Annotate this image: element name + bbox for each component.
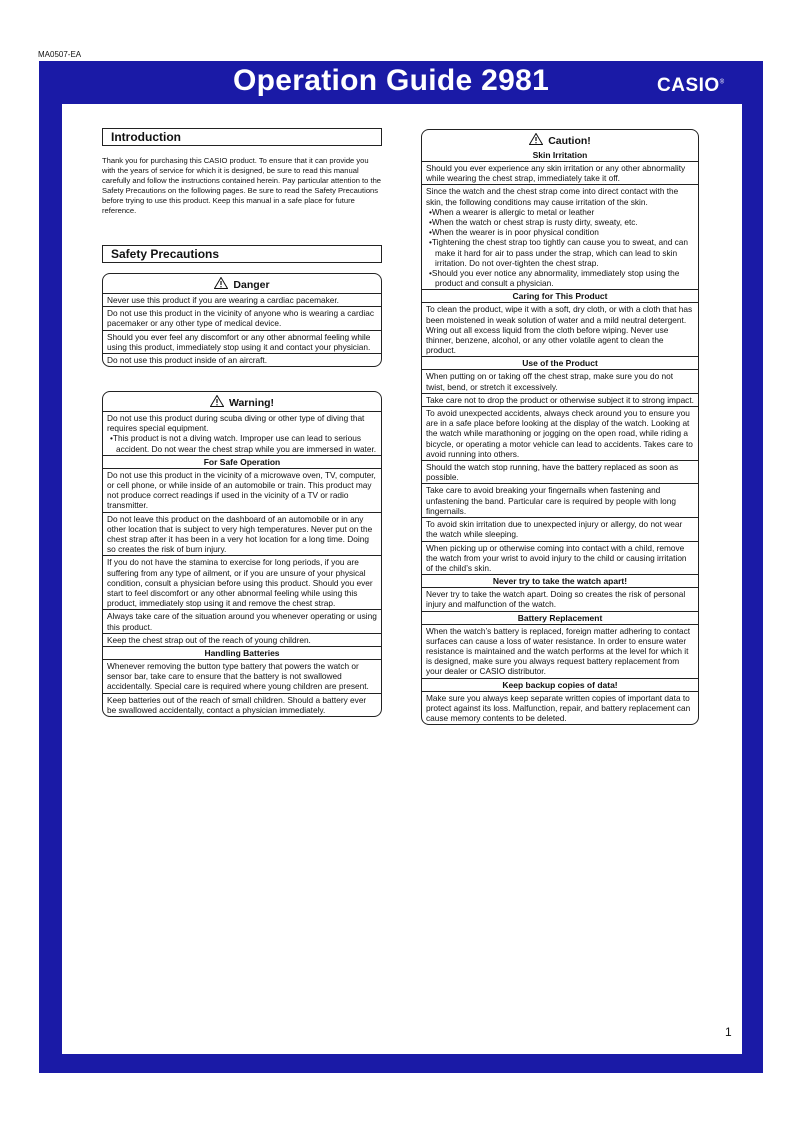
caution-title-text: Caution! [548, 135, 591, 147]
danger-item: Do not use this product inside of an aircraft. [107, 355, 268, 366]
battery-item: Whenever removing the button type battery that powers the watch or sensor bar, take care to ensure that the battery is not swallowed accidentally. Special care is required where young children are present. [103, 660, 381, 694]
use-heading: Use of the Product [422, 357, 698, 370]
use-item: Should the watch stop running, have the battery replaced as soon as possible. [422, 461, 698, 484]
caution-box [421, 129, 699, 725]
danger-title [103, 274, 381, 294]
skin-bullet: •When the watch or chest strap is rusty dirty, sweaty, etc. [429, 217, 638, 228]
warning-triangle-icon [214, 277, 228, 289]
danger-box [102, 273, 382, 367]
use-item: Take care not to drop the product or otherwise subject it to strong impact. [422, 394, 698, 407]
battery-replacement-item: When the watch’s battery is replaced, foreign matter adhering to contact surfaces can cause a loss of water resistance. In order to ensure water resistance is maintained and the watch performs at the level for which it is designed, make sure you always request battery replacement from your dealer or CASIO distributor. [422, 625, 698, 679]
use-item: Take care to avoid breaking your fingernails when fastening and unfastening the band. Particular care is required by people with long fingernails. [422, 484, 698, 518]
safety-heading: Safety Precautions [102, 245, 382, 263]
warning-intro [103, 412, 381, 456]
battery-replacement-heading: Battery Replacement [422, 612, 698, 625]
danger-item: Never use this product if you are wearing a cardiac pacemaker. [103, 294, 381, 307]
safe-operation-item: Keep the chest strap out of the reach of young children. [103, 634, 381, 647]
brand-logo [657, 75, 725, 97]
warning-intro-bullet: •This product is not a diving watch. Improper use can lead to serious accident. Do not wear the chest strap while you are immersed in water. [110, 433, 377, 454]
introduction-text: Thank you for purchasing this CASIO product. To ensure that it can provide you with the years of service for which it is designed, be sure to read this manual carefully and follow the instructions contained herein. Pay particular attention to the Safety Precautions on the following pages. Be sure to read the Safety Precautions before trying to use this product. Keep this manual in a safe place for future reference. [102, 156, 382, 215]
backup-heading: Keep backup copies of data! [422, 679, 698, 692]
document-code: MA0507-EA [38, 50, 82, 59]
safe-operation-item: Always take care of the situation around you whenever operating or using this product. [103, 610, 381, 633]
handling-batteries-heading: Handling Batteries [103, 647, 381, 660]
warning-title-text: Warning! [228, 397, 275, 409]
skin-bullet: •Tightening the chest strap too tightly can cause you to sweat, and can make it hard for air to pass under the strap, which can lead to skin irritation. Do not over-tighten the chest strap. [429, 237, 689, 268]
brand-logo-text: CASIO [657, 75, 720, 96]
caring-item: To clean the product, wipe it with a soft, dry cloth, or with a cloth that has been moistened in weak solution of water and a mild neutral detergent. Wring out all excess liquid from the cloth before wiping. Never use thinner, benzene, alcohol, or any other volatile agent to clean the product. [422, 303, 698, 357]
skin-bullet: •When a wearer is allergic to metal or leather [429, 206, 595, 217]
safe-operation-item: If you do not have the stamina to exercise for long periods, if you are suffering from any type of ailment, or if you are unsure of your physical condition, consult a physician before using this product. Should you ever start to feel discomfort or any other abnormal feeling while using this product, immediately stop using it and remove the chest strap. [103, 556, 381, 610]
warning-triangle-icon [529, 133, 543, 145]
caution-title [422, 130, 698, 149]
apart-heading: Never try to take the watch apart! [422, 575, 698, 588]
caring-heading: Caring for This Product [422, 290, 698, 303]
use-item: When putting on or taking off the chest strap, make sure you do not twist, bend, or stretch it excessively. [422, 370, 698, 393]
warning-title [103, 392, 381, 412]
safe-operation-item: Do not use this product in the vicinity of a microwave oven, TV, computer, or cell phone, or while inside of an automobile or train. This product may not produce correct readings if used in the vicinity of a TV or radio transmitter. [103, 469, 381, 513]
warning-intro-text: Do not use this product during scuba diving or other type of diving that requires special equipment. [107, 413, 365, 434]
danger-item: Should you ever feel any discomfort or any other abnormal feeling while using this product, immediately stop using it and contact your physician. [103, 331, 381, 354]
danger-title-text: Danger [233, 279, 270, 291]
apart-item: Never try to take the watch apart. Doing so creates the risk of personal injury and malfunction of the watch. [422, 588, 698, 611]
skin-conditions-intro: Since the watch and the chest strap come into direct contact with the skin, the following conditions may cause irritation of the skin. [426, 186, 679, 207]
safe-operation-item: Do not leave this product on the dashboard of an automobile or in any other location that is subject to very high temperatures. Never put on the chest strap after it has been in a very hot location for a long time. Doing so creates the risk of burn injury. [103, 513, 381, 557]
safe-operation-heading: For Safe Operation [103, 456, 381, 469]
warning-box [102, 391, 382, 717]
backup-item: Make sure you always keep separate written copies of important data to protect against its loss. Malfunction, repair, and battery replacement can cause memory contents to be deleted. [426, 692, 691, 723]
danger-item: Do not use this product in the vicinity of anyone who is wearing a cardiac pacemaker or any other type of medical device. [103, 307, 381, 330]
registered-mark: ® [719, 79, 725, 86]
page-title: Operation Guide 2981 [233, 64, 550, 97]
warning-triangle-icon [210, 395, 224, 407]
skin-item: Should you ever experience any skin irritation or any other abnormality while wearing the chest strap, immediately take it off. [422, 162, 698, 185]
skin-bullet: •Should you ever notice any abnormality, immediately stop using the product and consult a physician. [429, 268, 680, 289]
use-item: To avoid unexpected accidents, always check around you to ensure you are in a safe place before looking at the display of the watch. Looking at the watch while marathoning or jogging on the open road, while riding a bicycle, or operating a motor vehicle can lead to accidents. Takes care to avoid running into others. [422, 407, 698, 461]
introduction-heading: Introduction [102, 128, 382, 146]
skin-bullet: •When the wearer is in poor physical condition [429, 227, 599, 238]
use-item: When picking up or otherwise coming into contact with a child, remove the watch from your wrist to avoid injury to the child or causing irritation of the child’s skin. [422, 542, 698, 576]
skin-conditions [422, 185, 698, 290]
page-number: 1 [725, 1025, 732, 1039]
use-item: To avoid skin irritation due to unexpected injury or allergy, do not wear the watch while sleeping. [422, 518, 698, 541]
skin-irritation-heading: Skin Irritation [422, 149, 698, 162]
battery-item: Keep batteries out of the reach of small children. Should a battery ever be swallowed accidentally, contact a physician immediately. [107, 694, 367, 715]
